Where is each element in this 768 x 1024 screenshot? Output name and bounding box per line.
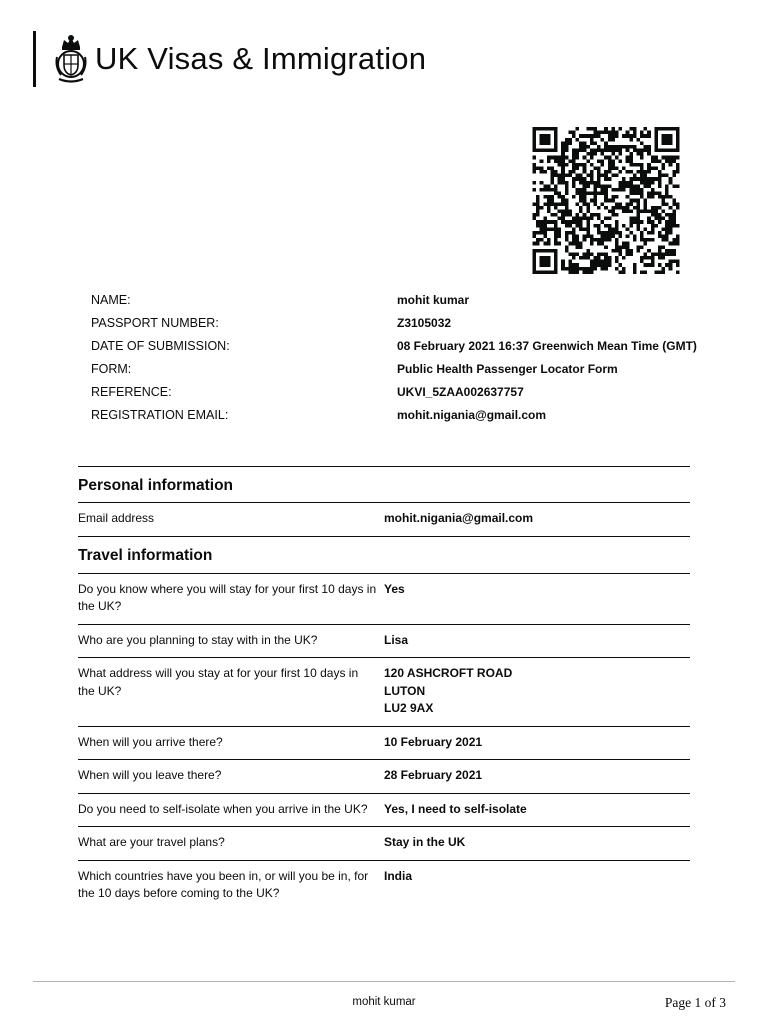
- meta-row: [91, 315, 711, 331]
- question-label: Do you need to self-isolate when you arrive in the UK?: [78, 801, 368, 816]
- answer-value: [384, 734, 690, 752]
- answer-value: [384, 767, 690, 785]
- travel-information-rows: [78, 574, 690, 911]
- travel-information-heading: Travel information: [78, 537, 690, 574]
- page-number: Page 1 of 3: [664, 995, 726, 1010]
- question-label: When will you leave there?: [78, 768, 222, 782]
- question-label: Which countries have you been in, or will you be in, for the 10 days before coming to the UK?: [78, 868, 369, 900]
- answer-value: [384, 665, 690, 718]
- meta-value: mohit kumar: [397, 293, 470, 307]
- qa-row: [78, 760, 690, 794]
- qa-row: [78, 574, 690, 625]
- answer-line: Yes, I need to self-isolate: [384, 801, 527, 816]
- question-label: Who are you planning to stay with in the UK?: [78, 632, 318, 647]
- answer-value: [384, 510, 690, 528]
- answer-line: Stay in the UK: [384, 835, 466, 849]
- meta-value: 08 February 2021 16:37 Greenwich Mean Time (GMT): [397, 339, 697, 353]
- question-label: What address will you stay at for your first 10 days in the UK?: [78, 666, 359, 698]
- meta-row: [91, 338, 711, 354]
- meta-label: NAME:: [91, 293, 131, 307]
- meta-row: [91, 292, 711, 308]
- brand-title: UK Visas & Immigration: [95, 41, 427, 76]
- meta-label: PASSPORT NUMBER:: [91, 316, 219, 330]
- answer-line: Lisa: [384, 632, 409, 647]
- meta-label: DATE OF SUBMISSION:: [91, 339, 230, 353]
- answer-value: [384, 581, 690, 616]
- answer-line: LUTON: [384, 683, 426, 698]
- answer-line: India: [384, 868, 413, 883]
- answer-value: [384, 801, 690, 819]
- question-label: When will you arrive there?: [78, 734, 223, 749]
- qa-row: [78, 827, 690, 861]
- meta-label: REFERENCE:: [91, 385, 172, 399]
- answer-value: [384, 632, 690, 650]
- answer-line: 10 February 2021: [384, 734, 483, 749]
- answer-line: mohit.nigania@gmail.com: [384, 511, 534, 525]
- page-header: [33, 30, 426, 88]
- submission-details: [91, 292, 711, 430]
- answer-line: LU2 9AX: [384, 701, 434, 715]
- answer-line: 28 February 2021: [384, 768, 483, 782]
- meta-value: Public Health Passenger Locator Form: [397, 362, 618, 376]
- question-label: Email address: [78, 511, 155, 525]
- qa-row: [78, 625, 690, 659]
- royal-crest-icon: [53, 31, 89, 87]
- meta-value: Z3105032: [397, 316, 452, 330]
- meta-value: mohit.nigania@gmail.com: [397, 408, 547, 422]
- meta-row: [91, 384, 711, 400]
- question-label: What are your travel plans?: [78, 835, 225, 849]
- answer-value: [384, 834, 690, 852]
- meta-row: [91, 361, 711, 377]
- answer-value: [384, 868, 690, 903]
- answer-line: 120 ASHCROFT ROAD: [384, 666, 513, 680]
- answer-line: Yes: [384, 581, 405, 596]
- meta-label: REGISTRATION EMAIL:: [91, 408, 229, 422]
- personal-information-rows: [78, 503, 690, 537]
- personal-information-heading: Personal information: [78, 466, 690, 503]
- footer-rule: [33, 981, 735, 982]
- meta-value: UKVI_5ZAA002637757: [397, 385, 524, 399]
- qr-code-icon: [528, 127, 684, 274]
- header-rule: [33, 31, 36, 87]
- question-label: Do you know where you will stay for your first 10 days in the UK?: [78, 581, 377, 613]
- meta-row: [91, 407, 711, 423]
- qa-row: [78, 861, 690, 911]
- qa-row: [78, 658, 690, 727]
- form-content: [78, 466, 690, 911]
- qa-row: [78, 503, 690, 537]
- qa-row: [78, 727, 690, 761]
- qa-row: [78, 794, 690, 828]
- meta-label: FORM:: [91, 362, 132, 376]
- footer-name: mohit kumar: [352, 996, 416, 1008]
- qr-code: [528, 127, 684, 274]
